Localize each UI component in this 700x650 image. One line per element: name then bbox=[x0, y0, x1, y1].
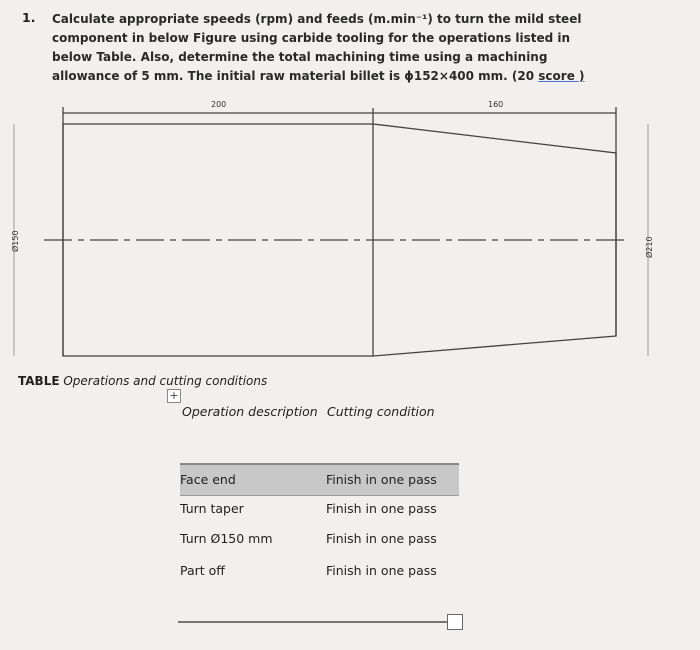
table-row[interactable] bbox=[180, 463, 459, 496]
condition-cell: Finish in one pass bbox=[326, 501, 437, 516]
table-row[interactable] bbox=[180, 556, 459, 586]
table-row[interactable] bbox=[180, 524, 459, 554]
resize-handle[interactable] bbox=[447, 614, 463, 630]
question-body: Calculate appropriate speeds (rpm) and feeds (m.min⁻¹) to turn the mild steel component in below Figure using carbide tooling for the operations listed in below Table. Also, determine the total machining time using a machining allowance of 5 mm. The initial raw material billet is ϕ152×400 mm. (20 bbox=[52, 12, 582, 83]
score-link[interactable]: score ) bbox=[538, 69, 585, 83]
operation-cell: Face end bbox=[180, 472, 236, 487]
condition-cell: Finish in one pass bbox=[326, 531, 437, 546]
dim-left-length: 200 bbox=[211, 100, 227, 109]
dim-left-diameter: Ø150 bbox=[11, 230, 20, 252]
operation-cell: Turn Ø150 mm bbox=[180, 531, 273, 546]
condition-cell: Finish in one pass bbox=[326, 472, 437, 487]
condition-cell: Finish in one pass bbox=[326, 563, 437, 578]
dim-right-diameter: Ø210 bbox=[645, 236, 654, 258]
table-caption-label: TABLE bbox=[18, 374, 60, 388]
table-bottom-border bbox=[178, 621, 448, 623]
table-caption bbox=[18, 374, 267, 388]
move-icon[interactable]: + bbox=[167, 389, 181, 403]
table-caption-text: Operations and cutting conditions bbox=[63, 374, 268, 388]
table-row[interactable] bbox=[180, 494, 459, 524]
operation-cell: Part off bbox=[180, 563, 225, 578]
dim-right-length: 160 bbox=[488, 100, 504, 109]
question-number: 1. bbox=[22, 10, 36, 25]
header-condition: Cutting condition bbox=[327, 404, 435, 419]
header-operation: Operation description bbox=[182, 404, 318, 419]
operation-cell: Turn taper bbox=[180, 501, 244, 516]
question-text bbox=[52, 10, 612, 86]
component-drawing bbox=[0, 95, 700, 365]
